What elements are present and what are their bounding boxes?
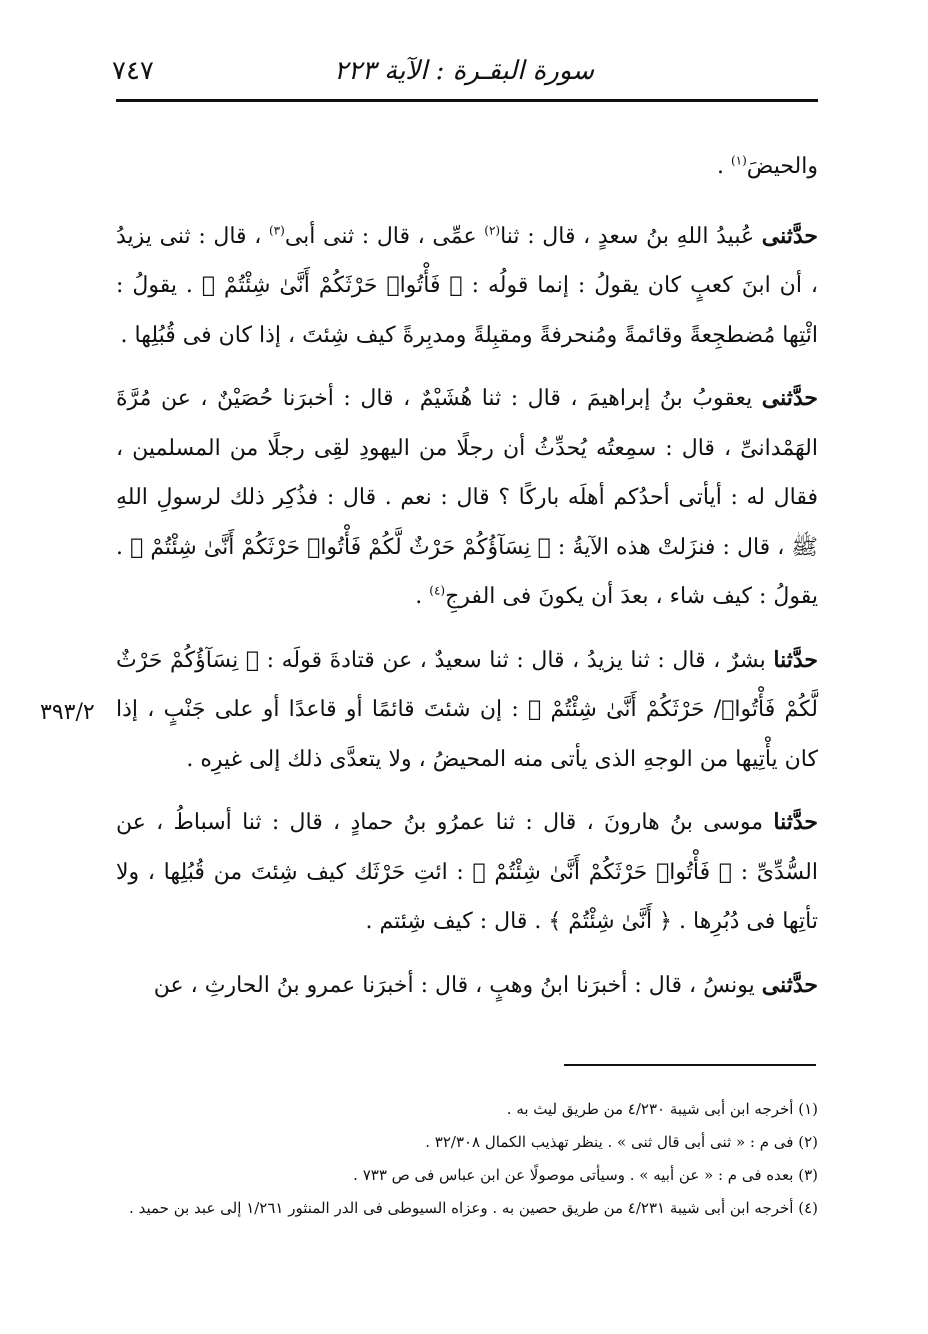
narration-lead: حدَّثنى xyxy=(761,385,818,411)
paragraph-text: : ائتِ حَرْثَك كيف شِئتَ من قُبُلِها ، ولا تأتِها فى دُبُرِها . xyxy=(116,859,818,934)
paragraph-text: يعقوبُ بنُ إبراهيمَ ، قال : ثنا هُشَيْمٌ ، قال : أخبرَنا حُصَيْنٌ ، عن مُرَّةَ الهَمْدانىِّ ، قال : سمِعتُه يُحدِّثُ أن رجلًا من اليهودِ لقِى رجلًا من المسلمين ، فقال له : أيأتى أحدُكم أهلَه باركًا ؟ قال : نعم . قال : فذُكِر ذلك لرسولِ اللهِ ﷺ ، قال : فنزَلتْ هذه الآيةُ : xyxy=(116,386,818,560)
paragraph-3 xyxy=(116,636,818,785)
footnote-2: (٢) فى م : « ثنى أبى قال ثنى » . ينظر تهذيب الكمال ٣٢/٣٠٨ . xyxy=(425,1133,818,1151)
quran-quote: ﴿ فَأْتُوا۟ حَرْثَكُمْ أَنَّىٰ شِئْتُمْ ﴾ xyxy=(472,859,732,885)
footnote-ref: (٢) xyxy=(484,223,501,238)
paragraph-4 xyxy=(116,798,818,947)
narration-lead: حدَّثنى xyxy=(761,971,818,998)
paragraph-text: عمِّى ، قال : ثنى أبى xyxy=(284,223,477,249)
paragraph-text: . يقولُ : ائْتِها مُضطجِعةً وقائمةً ومُنحرفةً ومقبِلةً ومدبِرةً كيف شِئتَ ، إذا كان فى قُبُلِها . xyxy=(116,273,818,348)
page-number: ٧٤٧ xyxy=(112,56,154,86)
paragraph-text: ، قال : ثنى يزيدُ ، أن ابنَ كعبٍ كان يقولُ : إنما قولُه : xyxy=(116,223,818,298)
footnote-ref: (٤) xyxy=(429,583,446,598)
paragraph-0 xyxy=(116,142,818,192)
narration-lead: حدَّثنا xyxy=(773,646,818,673)
quran-quote: ﴿ نِسَآؤُكُمْ حَرْثٌ لَّكُمْ فَأْتُوا۟/ حَرْثَكُمْ أَنَّىٰ شِئْتُمْ ﴾ xyxy=(116,647,818,722)
running-head: سورة البقـرة : الآية ٢٢٣ xyxy=(333,56,595,86)
paragraph-text: . xyxy=(716,154,724,179)
paragraph-5 xyxy=(116,961,818,1011)
margin-reference: ٣٩٣/٢ xyxy=(40,700,95,725)
paragraph-text: . يقولُ : كيف شاء ، بعدَ أن يكونَ فى الفرجِ xyxy=(116,534,818,609)
paragraph-text: بشرٌ ، قال : ثنا يزيدُ ، قال : ثنا سعيدٌ ، عن قتادةَ قولَه : xyxy=(266,647,766,673)
footnotes xyxy=(116,1093,818,1225)
paragraph-text: . قال : كيف شِئتم . xyxy=(365,909,542,934)
narration-lead: حدَّثنى xyxy=(761,222,818,249)
narration-lead: حدَّثنا xyxy=(773,809,818,835)
footnote-ref: (١) xyxy=(730,153,747,168)
footnote-1: (١) أخرجه ابن أبى شيبة ٤/٢٣٠ من طريق ليث به . xyxy=(506,1100,818,1118)
main-text xyxy=(116,142,818,1024)
footnote-ref: (٣) xyxy=(268,223,285,238)
quran-quote: ﴿ فَأْتُوا۟ حَرْثَكُمْ أَنَّىٰ شِئْتُمْ ﴾ xyxy=(201,273,463,298)
paragraph-2 xyxy=(116,374,818,622)
footnote-4: (٤) أخرجه ابن أبى شيبة ٤/٢٣١ من طريق حصين به . وعزاه السيوطى فى الدر المنثور ١/٢٦١ إلى عبد بن حميد . xyxy=(129,1199,818,1217)
footnote-3: (٣) بعده فى م : « عن أبيه » . وسيأتى موصولًا عن ابن عباس فى ص ٧٣٣ . xyxy=(353,1166,818,1184)
header-rule xyxy=(116,99,818,102)
paragraph-text: موسى بنُ هارونَ ، قال : ثنا عمرُو بنُ حمادٍ ، قال : ثنا أسباطُ ، عن السُّدِّىِّ : xyxy=(116,810,818,885)
paragraph-text: يونسُ ، قال : أخبرَنا ابنُ وهبٍ ، قال : أخبرَنا عمرو بنُ الحارثِ ، عن xyxy=(153,972,755,998)
quran-quote: ﴿ نِسَآؤُكُمْ حَرْثٌ لَّكُمْ فَأْتُوا۟ حَرْثَكُمْ أَنَّىٰ شِئْتُمْ ﴾ xyxy=(130,534,551,560)
paragraph-text: : إن شئتَ قائمًا أو قاعدًا أو على جَنْبٍ ، إذا كان يأْتِيها من الوجهِ الذى يأتى منه المحيضُ ، ولا يتعدَّى ذلك إلى غيرِه . xyxy=(116,697,818,772)
footnote-rule xyxy=(564,1064,816,1066)
paragraph-1 xyxy=(116,212,818,361)
paragraph-text: والحيضَ xyxy=(746,154,818,179)
paragraph-text: عُبيدُ اللهِ بنُ سعدٍ ، قال : ثنا xyxy=(500,223,755,249)
quran-quote: ﴿ أَنَّىٰ شِئْتُمْ ﴾ xyxy=(548,909,673,934)
paragraph-text: . xyxy=(415,584,423,609)
